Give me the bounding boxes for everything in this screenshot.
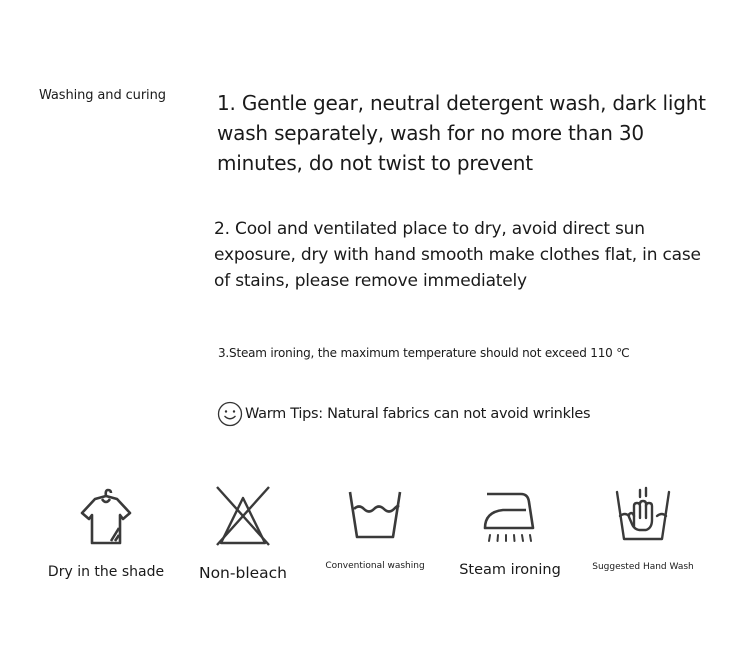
hand-wash-tub-icon [610, 484, 676, 542]
care-label: Non-bleach [198, 564, 288, 582]
care-label: Conventional washing [325, 561, 425, 571]
care-label: Suggested Hand Wash [592, 562, 694, 572]
instruction-1: 1. Gentle gear, neutral detergent wash, dark light wash separately, wash for no more than 30 minutes, do not twist to prevent [217, 91, 706, 175]
smiley-icon [217, 401, 243, 427]
warm-tips [217, 400, 590, 428]
care-conventional-washing [315, 484, 435, 571]
warm-tips-text: Warm Tips: Natural fabrics can not avoid wrinkles [245, 406, 591, 422]
care-non-bleach [183, 484, 303, 582]
crossed-triangle-icon [210, 484, 276, 548]
wash-tub-icon [342, 484, 408, 540]
instruction-2: 2. Cool and ventilated place to dry, avoid direct sun exposure, dry with hand smooth make clothes flat, in case of stains, please remove immediately [214, 219, 701, 291]
care-label: Dry in the shade [47, 564, 165, 580]
care-label: Steam ironing [459, 562, 561, 578]
care-hand-wash [583, 484, 703, 572]
instruction-3: 3.Steam ironing, the maximum temperature should not exceed 110 ℃ [218, 346, 630, 360]
section-label: Washing and curing [39, 88, 166, 103]
steam-iron-icon [477, 484, 543, 546]
care-dry-in-shade [46, 484, 166, 580]
hanging-shirt-shade-icon [73, 484, 139, 546]
care-steam-ironing [450, 484, 570, 578]
